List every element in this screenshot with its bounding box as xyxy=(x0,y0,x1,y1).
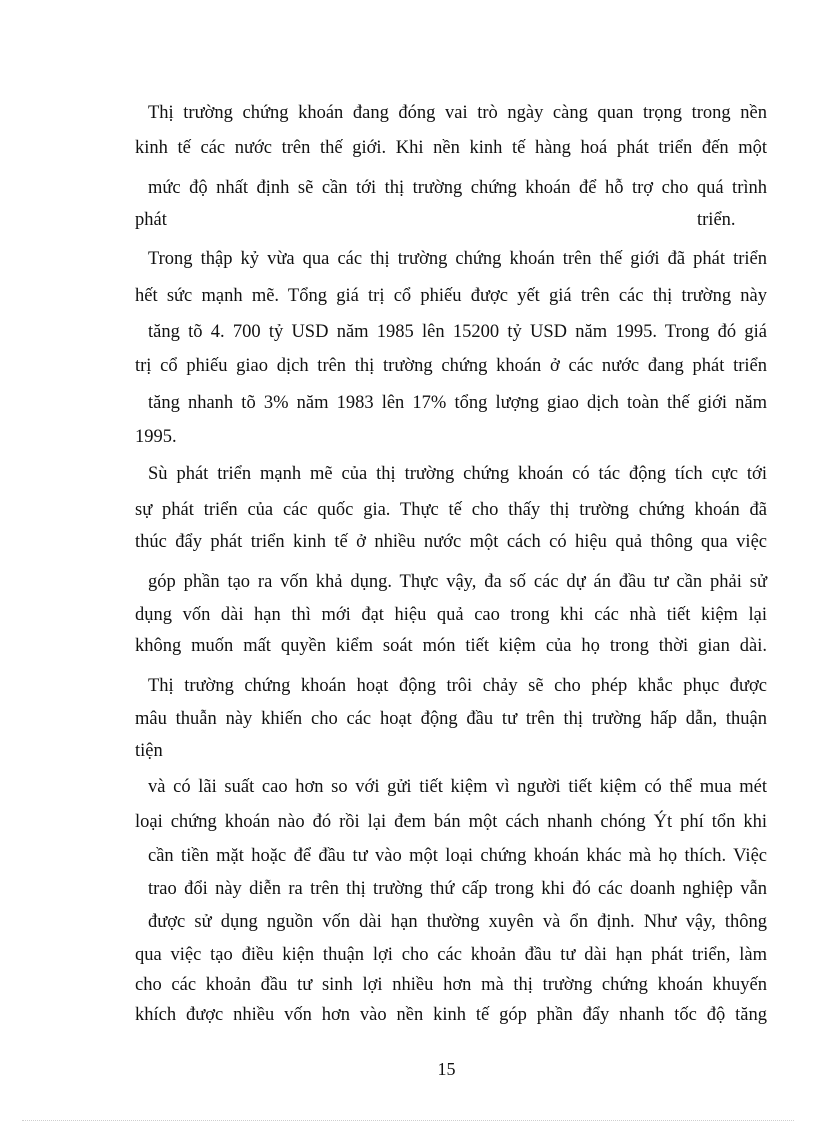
page-number: 15 xyxy=(437,1059,456,1079)
text-line: và có lãi suất cao hơn so với gửi tiết kiệm vì người tiết kiệm có thể mua mét xyxy=(148,777,767,797)
text-line: trị cổ phiếu giao dịch trên thị trường chứng khoán ở các nước đang phát triển xyxy=(135,356,767,376)
text-line: góp phần tạo ra vốn khả dụng. Thực vậy, đa số các dự án đầu tư cần phải sử xyxy=(148,572,767,592)
text-line: kinh tế các nước trên thế giới. Khi nền kinh tế hàng hoá phát triển đến một xyxy=(135,138,767,158)
text-line: Thị trường chứng khoán đang đóng vai trò ngày càng quan trọng trong nền xyxy=(148,103,767,123)
text-line: không muốn mất quyền kiểm soát món tiết kiệm của họ trong thời gian dài. xyxy=(135,636,767,656)
text-line: Sù phát triển mạnh mẽ của thị trường chứng khoán có tác động tích cực tới xyxy=(148,464,767,484)
text-line: dụng vốn dài hạn thì mới đạt hiệu quả cao trong khi các nhà tiết kiệm lại xyxy=(135,605,767,625)
text-line: loại chứng khoán nào đó rồi lại đem bán một cách nhanh chóng Ýt phí tổn khi xyxy=(135,812,767,832)
text-line: sự phát triển của các quốc gia. Thực tế cho thấy thị trường chứng khoán đã xyxy=(135,500,767,520)
text-line: cho các khoản đầu tư sinh lợi nhiều hơn mà thị trường chứng khoán khuyến xyxy=(135,975,767,995)
text-line: phát xyxy=(135,210,167,230)
text-line: cần tiền mặt hoặc để đầu tư vào một loại chứng khoán khác mà họ thích. Việc xyxy=(148,846,767,866)
text-line: 1995. xyxy=(135,427,177,447)
text-line: Trong thập kỷ vừa qua các thị trường chứng khoán trên thế giới đã phát triển xyxy=(148,249,767,269)
text-line: khích được nhiều vốn hơn vào nền kinh tế góp phần đẩy nhanh tốc độ tăng xyxy=(135,1005,767,1025)
text-line: tăng tõ 4. 700 tỷ USD năm 1985 lên 15200 tỷ USD năm 1995. Trong đó giá xyxy=(148,322,767,342)
text-line: qua việc tạo điều kiện thuận lợi cho các khoản đầu tư dài hạn phát triển, làm xyxy=(135,945,767,965)
text-line: được sử dụng nguồn vốn dài hạn thường xuyên và ổn định. Như vậy, thông xyxy=(148,912,767,932)
text-line: triển. xyxy=(697,210,736,230)
text-line: mâu thuẫn này khiến cho các hoạt động đầu tư trên thị trường hấp dẫn, thuận xyxy=(135,709,767,729)
text-line: tăng nhanh tõ 3% năm 1983 lên 17% tổng lượng giao dịch toàn thế giới năm xyxy=(148,393,767,413)
text-line: trao đổi này diễn ra trên thị trường thứ cấp trong khi đó các doanh nghiệp vẫn xyxy=(148,879,767,899)
text-line: hết sức mạnh mẽ. Tổng giá trị cổ phiếu được yết giá trên các thị trường này xyxy=(135,286,767,306)
text-line: tiện xyxy=(135,741,163,761)
page-bottom-divider xyxy=(22,1120,794,1121)
text-line: Thị trường chứng khoán hoạt động trôi chảy sẽ cho phép khắc phục được xyxy=(148,676,767,696)
text-line: mức độ nhất định sẽ cần tới thị trường chứng khoán để hỗ trợ cho quá trình xyxy=(148,178,767,198)
text-line: thúc đẩy phát triển kinh tế ở nhiều nước một cách có hiệu quả thông qua việc xyxy=(135,532,767,552)
